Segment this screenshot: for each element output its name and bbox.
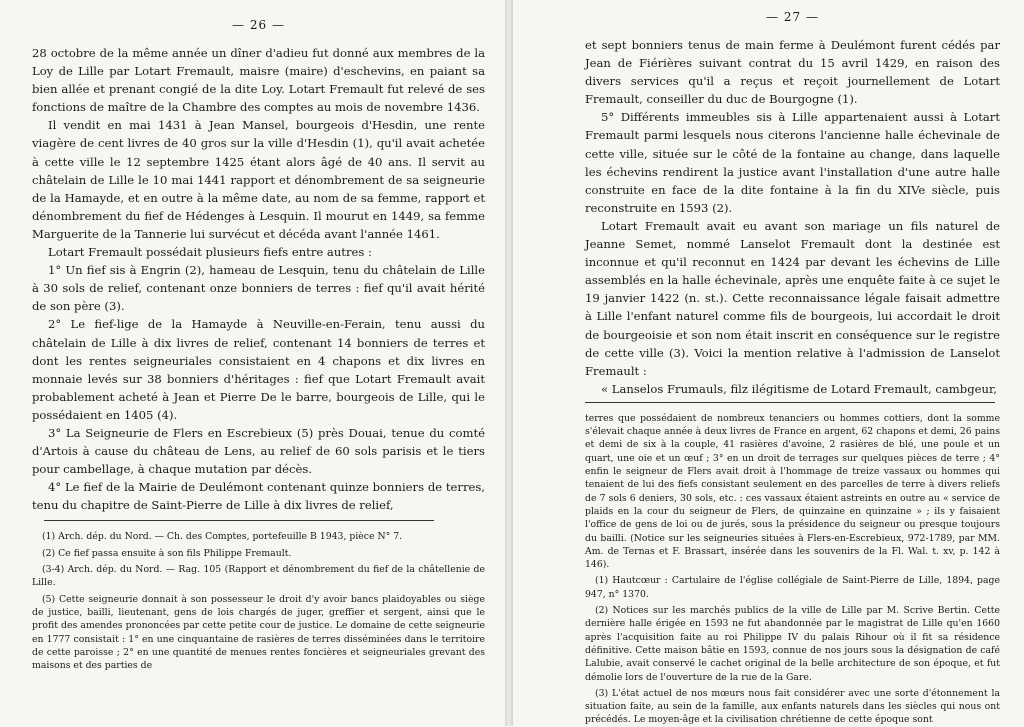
page-body xyxy=(585,36,1000,398)
paragraph: Lotart Fremault possédait plusieurs fiefs entre autres : xyxy=(48,245,372,260)
page-number: — 27 — xyxy=(766,10,819,24)
paragraph: 2° Le fief-lige de la Hamayde à Neuville-en-Ferain, tenu aussi du châtelain de Lille à dix livres de relief, contenant 14 bonniers de terres et dont les rentes seigneuriales consistaient en 4 chapons et dix livres en monnaie levés sur 38 bonniers d'héritages : fief que Lotart Fremault avait probablement acheté à Jean et Pierre De le barre, bourgeois de Lille, qui le possédaient en 1405 (4). xyxy=(32,317,485,422)
paragraph: 5° Différents immeubles sis à Lille appartenaient aussi à Lotart Fremault parmi lesquels nous citerons l'ancienne halle échevinale de cette ville, située sur le côté de la fontaine au change, dans laquelle les échevins rendirent la justice avant l'installation d'une autre halle construite en face de la dite fontaine à la fin du XIVe siècle, puis reconstruite en 1593 (2). xyxy=(585,110,1000,215)
footnote: (1) Hautcœur : Cartulaire de l'église collégiale de Saint-Pierre de Lille, 1894, page 947, n° 1370. xyxy=(585,575,1000,600)
footnote: (2) Notices sur les marchés publics de la ville de Lille par M. Scrive Bertin. Cette dernière halle érigée en 1593 ne fut abandonnée par le magistrat de Lille qu'en 1660 après l'acquisition faite au roi Philippe IV du palais Rihour où il fit sa résidence définitive. Cette maison bâtie en 1593, connue de nos jours sous la désignation de café Lalubie, avait conservé le cachet original de la belle architecture de son époque, et fut démolie lors de l'ouverture de la rue de la Gare. xyxy=(585,605,1000,683)
footnote: (3) L'état actuel de nos mœurs nous fait considérer avec une sorte d'étonnement la situation faite, au sein de la famille, aux enfants naturels dans les siècles qui nous ont précédés. Le moyen-âge et la civilisation chrétienne de cette époque sont xyxy=(585,687,1000,726)
paragraph: « Lanselos Frumauls, filz ilégitisme de Lotard Fremault, cambgeur, xyxy=(601,381,997,396)
left-page xyxy=(0,0,505,726)
paragraph: 4° Le fief de la Mairie de Deulémont contenant quinze bonniers de terres, tenu du chapitre de Saint-Pierre de Lille à dix livres de relief, xyxy=(32,480,485,513)
footnote: (3-4) Arch. dép. du Nord. — Rag. 105 (Rapport et dénombrement du fief de la châtellenie de Lille. xyxy=(32,564,485,589)
footnotes xyxy=(32,530,485,672)
paragraph: Lotart Fremault avait eu avant son mariage un fils naturel de Jeanne Semet, nommé Lanselot Fremault dont la destinée est inconnue et qu'il reconnut en 1424 par devant les échevins de Lille assemblés en la halle échevinale, après une enquête faite à ce sujet le 19 janvier 1422 (n. st.). Cette reconnaissance légale faisait admettre à Lille l'enfant naturel comme fils de bourgeois, lui accordait le droit de bourgeoisie et son nom était inscrit en conséquence sur le registre de cette ville (3). Voici la mention relative à l'admission de Lanselot Fremault : xyxy=(585,218,1000,378)
book-gutter xyxy=(505,0,513,726)
footnote: (1) Arch. dép. du Nord. — Ch. des Comptes, portefeuille B 1943, pièce N° 7. xyxy=(42,531,403,543)
footnote-separator xyxy=(44,520,434,521)
footnote: (2) Ce fief passa ensuite à son fils Philippe Fremault. xyxy=(42,547,292,559)
paragraph: 28 octobre de la même année un dîner d'adieu fut donné aux membres de la Loy de Lille par Lotart Fremault, maisre (maire) d'eschevins, en paiant sa bien allée et prenant congié de la dite Loy. Lotart Fremault fut relevé de ses fonctions de maître de la Chambre des comptes au mois de novembre 1436. xyxy=(32,46,485,115)
footnotes xyxy=(585,412,1000,727)
footnote-separator xyxy=(585,402,995,403)
paragraph: 1° Un fief sis à Engrin (2), hameau de Lesquin, tenu du châtelain de Lille à 30 sols de relief, contenant onze bonniers de terres : fief qu'il avait hérité de son père (3). xyxy=(32,263,485,314)
paragraph: Il vendit en mai 1431 à Jean Mansel, bourgeois d'Hesdin, une rente viagère de cent livres de 40 gros sur la ville d'Hesdin (1), qu'il avait achetée à cette ville le 12 septembre 1425 étant alors âgé de 40 ans. Il servit au châtelain de Lille le 10 mai 1441 rapport et dénombrement de sa seigneurie de la Hamayde, et en outre à la même date, au nom de sa femme, rapport et dénombrement du fief de Hédenges à Lesquin. Il mourut en 1449, sa femme Marguerite de la Tannerie lui survécut et décéda avant l'année 1461. xyxy=(32,118,485,241)
footnote: (5) Cette seigneurie donnait à son possesseur le droit d'y avoir bancs plaidoyables ou siège de justice, bailli, lieutenant, gens de lois chargés de juger, greffier et sergent, ainsi que le profit des amendes prononcées par cette petite cour de justice. Le domaine de cette seigneurie en 1777 consistait : 1° en une cinquantaine de rasières de terres disséminées dans le territoire de cette paroisse ; 2° en une quantité de menues rentes foncières et seigneuriales grevant des maisons et des parties de xyxy=(32,593,485,672)
page-number: — 26 — xyxy=(232,18,285,32)
right-page xyxy=(513,0,1024,726)
paragraph: 3° La Seigneurie de Flers en Escrebieux (5) près Douai, tenue du comté d'Artois à cause du château de Lens, au relief de 60 sols parisis et le tiers pour cambellage, à chaque mutation par décès. xyxy=(32,425,485,477)
paragraph: et sept bonniers tenus de main ferme à Deulémont furent cédés par Jean de Fiérières suivant contrat du 15 avril 1429, en raison des divers services qu'il a reçus et reçoit journellement de Lotart Fremault, conseiller du duc de Bourgogne (1). xyxy=(585,38,1000,107)
footnote: terres que possédaient de nombreux tenanciers ou hommes cottiers, dont la somme s'élevait chaque année à deux livres de France en argent, 62 chapons et demi, 26 pains et demi de six à la couple, 41 rasières d'avoine, 2 rasières de blé, une poule et un quart, une oie et un œuf ; 3° en un droit de terrages sur quelques pièces de terre ; 4° enfin le seigneur de Flers avait droit à l'hommage de treize vassaux ou hommes qui tenaient de lui des fiefs consistant seulement en des parcelles de terre à divers reliefs de 7 sols 6 deniers, 30 sols, etc. : ces vassaux étaient astreints en outre au « service de plaids en la cour du seigneur de Flers, de quinzaine en quinzaine » ; ils y faisaient l'office de gens de loi ou de jurés, sous la présidence du seigneur ou presque toujours du bailli. (Notice sur les seigneuries situées à Flers-en-Escrebieux, 972-1789, par MM. Am. de Ternas et F. Brassart, insérée dans les souvenirs de la Fl. Wal. t. xv, p. 142 à 146). xyxy=(585,412,1000,571)
page-body xyxy=(32,44,485,514)
